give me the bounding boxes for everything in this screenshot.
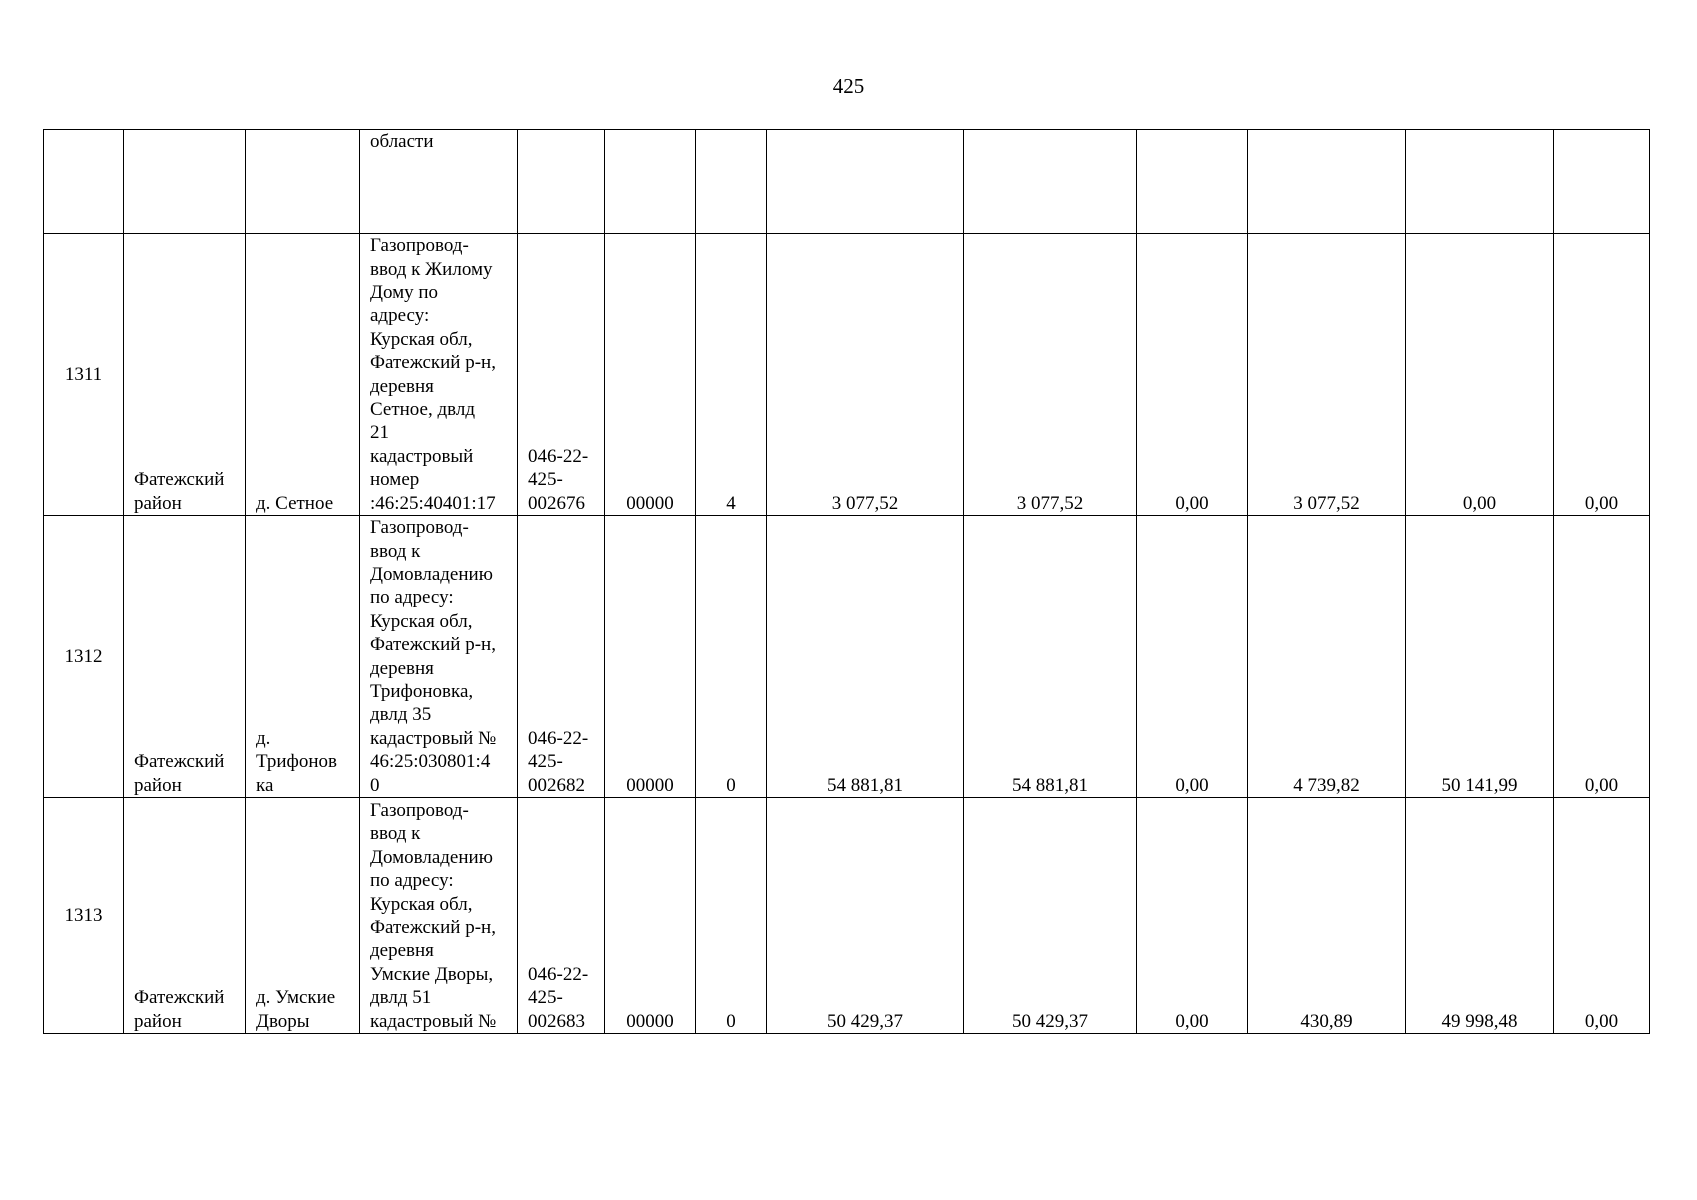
- district-text: Фатежский район: [134, 751, 225, 796]
- cell-col11: 4 739,82: [1248, 516, 1406, 798]
- district-text: Фатежский район: [134, 987, 225, 1032]
- cell-col7: 0: [696, 516, 767, 798]
- page-number: 425: [832, 74, 865, 98]
- cell-locality: [246, 234, 360, 516]
- cell-col11: 430,89: [1248, 798, 1406, 1034]
- cell-col7: 4: [696, 234, 767, 516]
- cell-locality: [246, 516, 360, 798]
- cell-id: 1313: [44, 798, 124, 1034]
- cell-district: [124, 130, 246, 234]
- cell-col12: [1406, 130, 1554, 234]
- cell-description: [360, 798, 518, 1034]
- description-text: Газопровод- ввод к Домовладению по адресу: Курская обл, Фатежский р-н, деревня Умские Дворы, двлд 51 кадастровый №: [370, 799, 497, 1032]
- cell-id: 1311: [44, 234, 124, 516]
- code-text: 046-22- 425- 002676: [528, 445, 589, 514]
- cell-locality: [246, 798, 360, 1034]
- district-text: Фатежский район: [134, 469, 225, 514]
- cell-id: 1312: [44, 516, 124, 798]
- table-row: [44, 234, 1650, 516]
- cell-code: [518, 798, 605, 1034]
- description-text: области: [370, 131, 434, 152]
- cell-col11: [1248, 130, 1406, 234]
- cell-col10: 0,00: [1137, 234, 1248, 516]
- cell-col8: 54 881,81: [767, 516, 964, 798]
- cell-col6: 00000: [605, 516, 696, 798]
- cell-col12: 49 998,48: [1406, 798, 1554, 1034]
- cell-col9: [964, 130, 1137, 234]
- cell-col6: 00000: [605, 798, 696, 1034]
- cell-col8: [767, 130, 964, 234]
- table-row: [44, 516, 1650, 798]
- cell-col10: 0,00: [1137, 516, 1248, 798]
- cell-locality: [246, 130, 360, 234]
- cell-description: [360, 516, 518, 798]
- table-row: [44, 798, 1650, 1034]
- locality-text: д. Трифонов ка: [256, 727, 338, 796]
- cell-col9: 3 077,52: [964, 234, 1137, 516]
- description-text: Газопровод- ввод к Жилому Дому по адресу: Курская обл, Фатежский р-н, деревня Сетное, двлд 21 кадастровый номер :46:25:40401:17: [370, 235, 496, 514]
- cell-col8: 3 077,52: [767, 234, 964, 516]
- cell-description: [360, 130, 518, 234]
- cell-code: [518, 516, 605, 798]
- description-text: Газопровод- ввод к Домовладению по адресу: Курская обл, Фатежский р-н, деревня Трифоновка, двлд 35 кадастровый № 46:25:030801:4 0: [370, 517, 497, 796]
- cell-col10: [1137, 130, 1248, 234]
- cell-description: [360, 234, 518, 516]
- cell-col13: 0,00: [1554, 234, 1650, 516]
- code-text: 046-22- 425- 002683: [528, 963, 589, 1032]
- cell-district: [124, 798, 246, 1034]
- cell-col12: 0,00: [1406, 234, 1554, 516]
- cell-col13: 0,00: [1554, 516, 1650, 798]
- cell-col13: [1554, 130, 1650, 234]
- cell-district: [124, 516, 246, 798]
- cell-col6: [605, 130, 696, 234]
- cell-code: [518, 234, 605, 516]
- cell-col7: 0: [696, 798, 767, 1034]
- cell-col10: 0,00: [1137, 798, 1248, 1034]
- cell-col12: 50 141,99: [1406, 516, 1554, 798]
- cell-code: [518, 130, 605, 234]
- cell-col8: 50 429,37: [767, 798, 964, 1034]
- cell-col9: 54 881,81: [964, 516, 1137, 798]
- registry-table: [43, 129, 1650, 1034]
- cell-col13: 0,00: [1554, 798, 1650, 1034]
- locality-text: д. Сетное: [256, 492, 334, 514]
- cell-col6: 00000: [605, 234, 696, 516]
- cell-col11: 3 077,52: [1248, 234, 1406, 516]
- cell-district: [124, 234, 246, 516]
- code-text: 046-22- 425- 002682: [528, 727, 589, 796]
- locality-text: д. Умские Дворы: [256, 987, 336, 1032]
- cell-col7: [696, 130, 767, 234]
- cell-col9: 50 429,37: [964, 798, 1137, 1034]
- table-row-continuation: [44, 130, 1650, 234]
- cell-id: [44, 130, 124, 234]
